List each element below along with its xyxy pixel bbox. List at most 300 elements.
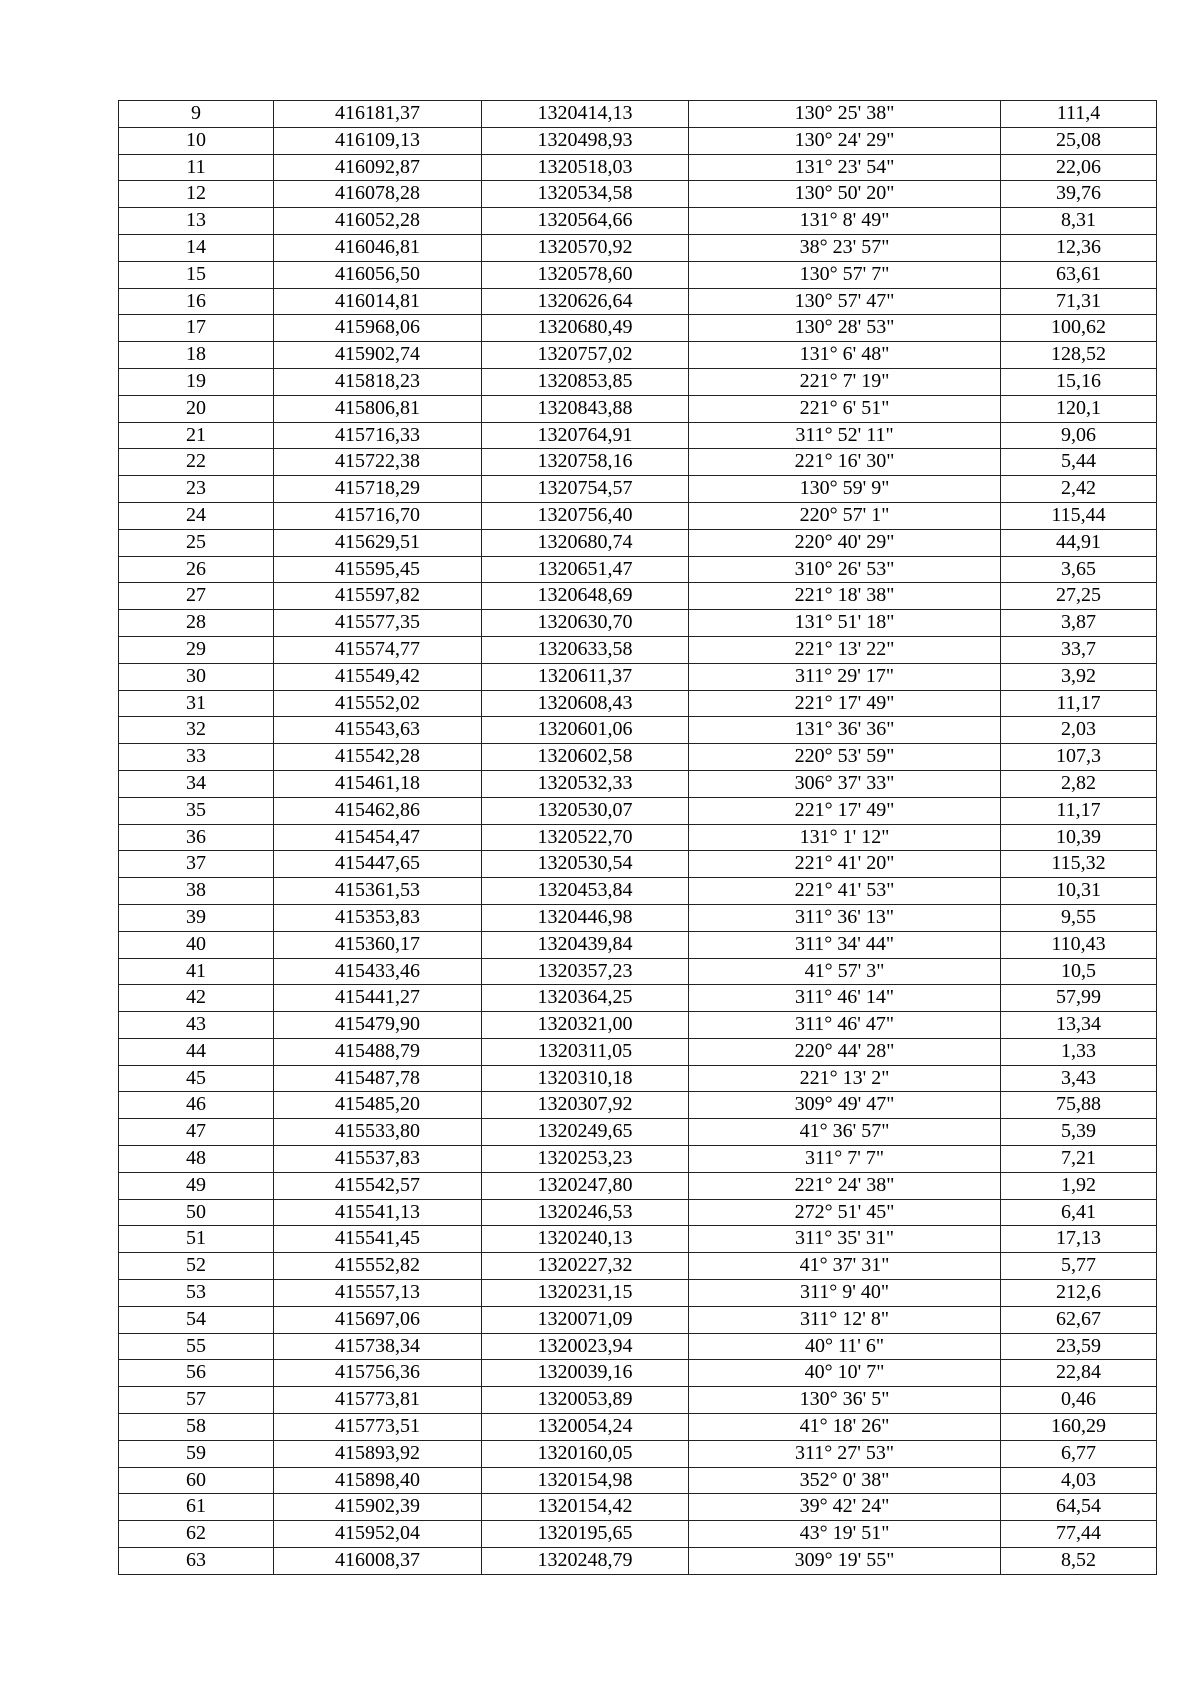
y-coordinate-cell: 1320253,23 <box>482 1146 689 1173</box>
distance-cell: 5,39 <box>1001 1119 1157 1146</box>
bearing-cell: 43° 19' 51" <box>689 1521 1001 1548</box>
bearing-cell: 221° 41' 20" <box>689 851 1001 878</box>
point-number-cell: 51 <box>119 1226 274 1253</box>
bearing-cell: 221° 7' 19" <box>689 368 1001 395</box>
x-coordinate-cell: 416078,28 <box>274 181 482 208</box>
point-number-cell: 53 <box>119 1280 274 1307</box>
table-row <box>119 476 1157 503</box>
distance-cell: 7,21 <box>1001 1146 1157 1173</box>
y-coordinate-cell: 1320633,58 <box>482 636 689 663</box>
bearing-cell: 311° 27' 53" <box>689 1440 1001 1467</box>
point-number-cell: 44 <box>119 1038 274 1065</box>
bearing-cell: 130° 25' 38" <box>689 101 1001 128</box>
table-row <box>119 824 1157 851</box>
point-number-cell: 23 <box>119 476 274 503</box>
distance-cell: 6,77 <box>1001 1440 1157 1467</box>
distance-cell: 62,67 <box>1001 1306 1157 1333</box>
point-number-cell: 18 <box>119 342 274 369</box>
bearing-cell: 311° 52' 11" <box>689 422 1001 449</box>
distance-cell: 64,54 <box>1001 1494 1157 1521</box>
distance-cell: 11,17 <box>1001 690 1157 717</box>
y-coordinate-cell: 1320630,70 <box>482 610 689 637</box>
distance-cell: 0,46 <box>1001 1387 1157 1414</box>
distance-cell: 11,17 <box>1001 797 1157 824</box>
table-row <box>119 985 1157 1012</box>
y-coordinate-cell: 1320534,58 <box>482 181 689 208</box>
point-number-cell: 54 <box>119 1306 274 1333</box>
point-number-cell: 20 <box>119 395 274 422</box>
bearing-cell: 221° 13' 22" <box>689 636 1001 663</box>
bearing-cell: 221° 41' 53" <box>689 878 1001 905</box>
table-row <box>119 610 1157 637</box>
distance-cell: 3,65 <box>1001 556 1157 583</box>
x-coordinate-cell: 415952,04 <box>274 1521 482 1548</box>
x-coordinate-cell: 416014,81 <box>274 288 482 315</box>
point-number-cell: 57 <box>119 1387 274 1414</box>
y-coordinate-cell: 1320154,98 <box>482 1467 689 1494</box>
x-coordinate-cell: 415557,13 <box>274 1280 482 1307</box>
distance-cell: 17,13 <box>1001 1226 1157 1253</box>
point-number-cell: 38 <box>119 878 274 905</box>
y-coordinate-cell: 1320498,93 <box>482 127 689 154</box>
table-row <box>119 127 1157 154</box>
y-coordinate-cell: 1320357,23 <box>482 958 689 985</box>
x-coordinate-cell: 415541,45 <box>274 1226 482 1253</box>
point-number-cell: 22 <box>119 449 274 476</box>
table-row <box>119 234 1157 261</box>
x-coordinate-cell: 415541,13 <box>274 1199 482 1226</box>
bearing-cell: 311° 12' 8" <box>689 1306 1001 1333</box>
point-number-cell: 58 <box>119 1414 274 1441</box>
distance-cell: 3,87 <box>1001 610 1157 637</box>
y-coordinate-cell: 1320195,65 <box>482 1521 689 1548</box>
bearing-cell: 221° 17' 49" <box>689 690 1001 717</box>
x-coordinate-cell: 415552,82 <box>274 1253 482 1280</box>
point-number-cell: 12 <box>119 181 274 208</box>
table-row <box>119 1199 1157 1226</box>
distance-cell: 2,03 <box>1001 717 1157 744</box>
table-row <box>119 851 1157 878</box>
point-number-cell: 21 <box>119 422 274 449</box>
table-row <box>119 1065 1157 1092</box>
y-coordinate-cell: 1320530,54 <box>482 851 689 878</box>
y-coordinate-cell: 1320611,37 <box>482 663 689 690</box>
bearing-cell: 220° 53' 59" <box>689 744 1001 771</box>
x-coordinate-cell: 415454,47 <box>274 824 482 851</box>
y-coordinate-cell: 1320246,53 <box>482 1199 689 1226</box>
distance-cell: 22,06 <box>1001 154 1157 181</box>
bearing-cell: 311° 29' 17" <box>689 663 1001 690</box>
distance-cell: 3,92 <box>1001 663 1157 690</box>
point-number-cell: 55 <box>119 1333 274 1360</box>
distance-cell: 111,4 <box>1001 101 1157 128</box>
y-coordinate-cell: 1320522,70 <box>482 824 689 851</box>
x-coordinate-cell: 415818,23 <box>274 368 482 395</box>
x-coordinate-cell: 415595,45 <box>274 556 482 583</box>
bearing-cell: 311° 46' 47" <box>689 1012 1001 1039</box>
x-coordinate-cell: 415488,79 <box>274 1038 482 1065</box>
y-coordinate-cell: 1320764,91 <box>482 422 689 449</box>
table-row <box>119 1038 1157 1065</box>
x-coordinate-cell: 415441,27 <box>274 985 482 1012</box>
y-coordinate-cell: 1320310,18 <box>482 1065 689 1092</box>
bearing-cell: 311° 34' 44" <box>689 931 1001 958</box>
y-coordinate-cell: 1320414,13 <box>482 101 689 128</box>
x-coordinate-cell: 415738,34 <box>274 1333 482 1360</box>
x-coordinate-cell: 415902,39 <box>274 1494 482 1521</box>
bearing-cell: 221° 16' 30" <box>689 449 1001 476</box>
point-number-cell: 28 <box>119 610 274 637</box>
bearing-cell: 131° 23' 54" <box>689 154 1001 181</box>
y-coordinate-cell: 1320453,84 <box>482 878 689 905</box>
y-coordinate-cell: 1320053,89 <box>482 1387 689 1414</box>
x-coordinate-cell: 415552,02 <box>274 690 482 717</box>
distance-cell: 10,39 <box>1001 824 1157 851</box>
distance-cell: 12,36 <box>1001 234 1157 261</box>
y-coordinate-cell: 1320530,07 <box>482 797 689 824</box>
bearing-cell: 131° 1' 12" <box>689 824 1001 851</box>
bearing-cell: 311° 35' 31" <box>689 1226 1001 1253</box>
y-coordinate-cell: 1320648,69 <box>482 583 689 610</box>
y-coordinate-cell: 1320248,79 <box>482 1548 689 1575</box>
point-number-cell: 60 <box>119 1467 274 1494</box>
point-number-cell: 47 <box>119 1119 274 1146</box>
distance-cell: 1,92 <box>1001 1172 1157 1199</box>
bearing-cell: 221° 6' 51" <box>689 395 1001 422</box>
y-coordinate-cell: 1320570,92 <box>482 234 689 261</box>
x-coordinate-cell: 415361,53 <box>274 878 482 905</box>
x-coordinate-cell: 415756,36 <box>274 1360 482 1387</box>
distance-cell: 75,88 <box>1001 1092 1157 1119</box>
distance-cell: 160,29 <box>1001 1414 1157 1441</box>
distance-cell: 5,77 <box>1001 1253 1157 1280</box>
point-number-cell: 19 <box>119 368 274 395</box>
point-number-cell: 25 <box>119 529 274 556</box>
point-number-cell: 24 <box>119 502 274 529</box>
distance-cell: 71,31 <box>1001 288 1157 315</box>
distance-cell: 22,84 <box>1001 1360 1157 1387</box>
bearing-cell: 130° 59' 9" <box>689 476 1001 503</box>
table-body <box>119 101 1157 1575</box>
table-row <box>119 1467 1157 1494</box>
x-coordinate-cell: 416092,87 <box>274 154 482 181</box>
point-number-cell: 35 <box>119 797 274 824</box>
x-coordinate-cell: 415542,57 <box>274 1172 482 1199</box>
distance-cell: 13,34 <box>1001 1012 1157 1039</box>
point-number-cell: 26 <box>119 556 274 583</box>
distance-cell: 8,52 <box>1001 1548 1157 1575</box>
bearing-cell: 131° 6' 48" <box>689 342 1001 369</box>
y-coordinate-cell: 1320518,03 <box>482 154 689 181</box>
point-number-cell: 43 <box>119 1012 274 1039</box>
table-row <box>119 449 1157 476</box>
bearing-cell: 309° 19' 55" <box>689 1548 1001 1575</box>
point-number-cell: 42 <box>119 985 274 1012</box>
distance-cell: 25,08 <box>1001 127 1157 154</box>
distance-cell: 115,44 <box>1001 502 1157 529</box>
x-coordinate-cell: 415893,92 <box>274 1440 482 1467</box>
point-number-cell: 27 <box>119 583 274 610</box>
table-row <box>119 744 1157 771</box>
point-number-cell: 11 <box>119 154 274 181</box>
bearing-cell: 41° 36' 57" <box>689 1119 1001 1146</box>
table-row <box>119 1226 1157 1253</box>
x-coordinate-cell: 416056,50 <box>274 261 482 288</box>
y-coordinate-cell: 1320564,66 <box>482 208 689 235</box>
table-row <box>119 797 1157 824</box>
distance-cell: 9,55 <box>1001 904 1157 931</box>
y-coordinate-cell: 1320231,15 <box>482 1280 689 1307</box>
x-coordinate-cell: 415773,51 <box>274 1414 482 1441</box>
distance-cell: 2,82 <box>1001 770 1157 797</box>
point-number-cell: 30 <box>119 663 274 690</box>
y-coordinate-cell: 1320853,85 <box>482 368 689 395</box>
table-row <box>119 690 1157 717</box>
y-coordinate-cell: 1320247,80 <box>482 1172 689 1199</box>
y-coordinate-cell: 1320601,06 <box>482 717 689 744</box>
point-number-cell: 48 <box>119 1146 274 1173</box>
x-coordinate-cell: 415360,17 <box>274 931 482 958</box>
x-coordinate-cell: 415697,06 <box>274 1306 482 1333</box>
distance-cell: 23,59 <box>1001 1333 1157 1360</box>
y-coordinate-cell: 1320227,32 <box>482 1253 689 1280</box>
point-number-cell: 29 <box>119 636 274 663</box>
table-row <box>119 1521 1157 1548</box>
point-number-cell: 50 <box>119 1199 274 1226</box>
bearing-cell: 310° 26' 53" <box>689 556 1001 583</box>
y-coordinate-cell: 1320311,05 <box>482 1038 689 1065</box>
table-row <box>119 1440 1157 1467</box>
distance-cell: 63,61 <box>1001 261 1157 288</box>
y-coordinate-cell: 1320754,57 <box>482 476 689 503</box>
point-number-cell: 10 <box>119 127 274 154</box>
y-coordinate-cell: 1320532,33 <box>482 770 689 797</box>
x-coordinate-cell: 415537,83 <box>274 1146 482 1173</box>
table-row <box>119 878 1157 905</box>
bearing-cell: 220° 44' 28" <box>689 1038 1001 1065</box>
bearing-cell: 220° 40' 29" <box>689 529 1001 556</box>
x-coordinate-cell: 415716,33 <box>274 422 482 449</box>
point-number-cell: 59 <box>119 1440 274 1467</box>
point-number-cell: 46 <box>119 1092 274 1119</box>
table-row <box>119 181 1157 208</box>
table-row <box>119 583 1157 610</box>
x-coordinate-cell: 415574,77 <box>274 636 482 663</box>
point-number-cell: 52 <box>119 1253 274 1280</box>
bearing-cell: 41° 37' 31" <box>689 1253 1001 1280</box>
point-number-cell: 33 <box>119 744 274 771</box>
x-coordinate-cell: 415549,42 <box>274 663 482 690</box>
distance-cell: 27,25 <box>1001 583 1157 610</box>
y-coordinate-cell: 1320626,64 <box>482 288 689 315</box>
table-row <box>119 1306 1157 1333</box>
distance-cell: 1,33 <box>1001 1038 1157 1065</box>
y-coordinate-cell: 1320756,40 <box>482 502 689 529</box>
x-coordinate-cell: 415629,51 <box>274 529 482 556</box>
bearing-cell: 130° 24' 29" <box>689 127 1001 154</box>
table-row <box>119 1387 1157 1414</box>
bearing-cell: 40° 10' 7" <box>689 1360 1001 1387</box>
bearing-cell: 311° 9' 40" <box>689 1280 1001 1307</box>
distance-cell: 110,43 <box>1001 931 1157 958</box>
x-coordinate-cell: 415718,29 <box>274 476 482 503</box>
point-number-cell: 16 <box>119 288 274 315</box>
table-row <box>119 154 1157 181</box>
bearing-cell: 41° 18' 26" <box>689 1414 1001 1441</box>
distance-cell: 107,3 <box>1001 744 1157 771</box>
distance-cell: 15,16 <box>1001 368 1157 395</box>
bearing-cell: 272° 51' 45" <box>689 1199 1001 1226</box>
bearing-cell: 41° 57' 3" <box>689 958 1001 985</box>
table-row <box>119 368 1157 395</box>
x-coordinate-cell: 416181,37 <box>274 101 482 128</box>
y-coordinate-cell: 1320843,88 <box>482 395 689 422</box>
distance-cell: 8,31 <box>1001 208 1157 235</box>
distance-cell: 4,03 <box>1001 1467 1157 1494</box>
y-coordinate-cell: 1320758,16 <box>482 449 689 476</box>
x-coordinate-cell: 415773,81 <box>274 1387 482 1414</box>
distance-cell: 39,76 <box>1001 181 1157 208</box>
distance-cell: 6,41 <box>1001 1199 1157 1226</box>
x-coordinate-cell: 415597,82 <box>274 583 482 610</box>
table-row <box>119 1253 1157 1280</box>
table-row <box>119 717 1157 744</box>
bearing-cell: 306° 37' 33" <box>689 770 1001 797</box>
distance-cell: 57,99 <box>1001 985 1157 1012</box>
x-coordinate-cell: 415968,06 <box>274 315 482 342</box>
y-coordinate-cell: 1320578,60 <box>482 261 689 288</box>
point-number-cell: 17 <box>119 315 274 342</box>
x-coordinate-cell: 416046,81 <box>274 234 482 261</box>
y-coordinate-cell: 1320680,49 <box>482 315 689 342</box>
point-number-cell: 63 <box>119 1548 274 1575</box>
point-number-cell: 56 <box>119 1360 274 1387</box>
bearing-cell: 130° 50' 20" <box>689 181 1001 208</box>
x-coordinate-cell: 416109,13 <box>274 127 482 154</box>
y-coordinate-cell: 1320602,58 <box>482 744 689 771</box>
distance-cell: 10,31 <box>1001 878 1157 905</box>
y-coordinate-cell: 1320757,02 <box>482 342 689 369</box>
point-number-cell: 36 <box>119 824 274 851</box>
x-coordinate-cell: 415533,80 <box>274 1119 482 1146</box>
x-coordinate-cell: 415577,35 <box>274 610 482 637</box>
x-coordinate-cell: 415543,63 <box>274 717 482 744</box>
point-number-cell: 15 <box>119 261 274 288</box>
point-number-cell: 61 <box>119 1494 274 1521</box>
y-coordinate-cell: 1320680,74 <box>482 529 689 556</box>
x-coordinate-cell: 415462,86 <box>274 797 482 824</box>
table-row <box>119 342 1157 369</box>
distance-cell: 33,7 <box>1001 636 1157 663</box>
bearing-cell: 352° 0' 38" <box>689 1467 1001 1494</box>
x-coordinate-cell: 415487,78 <box>274 1065 482 1092</box>
table-row <box>119 288 1157 315</box>
y-coordinate-cell: 1320307,92 <box>482 1092 689 1119</box>
x-coordinate-cell: 415898,40 <box>274 1467 482 1494</box>
bearing-cell: 221° 18' 38" <box>689 583 1001 610</box>
distance-cell: 128,52 <box>1001 342 1157 369</box>
y-coordinate-cell: 1320446,98 <box>482 904 689 931</box>
table-row <box>119 1333 1157 1360</box>
table-row <box>119 770 1157 797</box>
bearing-cell: 221° 13' 2" <box>689 1065 1001 1092</box>
table-row <box>119 529 1157 556</box>
table-row <box>119 931 1157 958</box>
point-number-cell: 34 <box>119 770 274 797</box>
table-row <box>119 1012 1157 1039</box>
y-coordinate-cell: 1320608,43 <box>482 690 689 717</box>
point-number-cell: 13 <box>119 208 274 235</box>
distance-cell: 120,1 <box>1001 395 1157 422</box>
x-coordinate-cell: 415433,46 <box>274 958 482 985</box>
x-coordinate-cell: 415722,38 <box>274 449 482 476</box>
distance-cell: 212,6 <box>1001 1280 1157 1307</box>
point-number-cell: 31 <box>119 690 274 717</box>
point-number-cell: 39 <box>119 904 274 931</box>
point-number-cell: 14 <box>119 234 274 261</box>
y-coordinate-cell: 1320321,00 <box>482 1012 689 1039</box>
table-row <box>119 1172 1157 1199</box>
bearing-cell: 130° 57' 47" <box>689 288 1001 315</box>
point-number-cell: 9 <box>119 101 274 128</box>
y-coordinate-cell: 1320071,09 <box>482 1306 689 1333</box>
y-coordinate-cell: 1320364,25 <box>482 985 689 1012</box>
distance-cell: 9,06 <box>1001 422 1157 449</box>
bearing-cell: 221° 17' 49" <box>689 797 1001 824</box>
x-coordinate-cell: 415461,18 <box>274 770 482 797</box>
bearing-cell: 39° 42' 24" <box>689 1494 1001 1521</box>
y-coordinate-cell: 1320240,13 <box>482 1226 689 1253</box>
point-number-cell: 41 <box>119 958 274 985</box>
y-coordinate-cell: 1320023,94 <box>482 1333 689 1360</box>
y-coordinate-cell: 1320039,16 <box>482 1360 689 1387</box>
bearing-cell: 130° 36' 5" <box>689 1387 1001 1414</box>
y-coordinate-cell: 1320154,42 <box>482 1494 689 1521</box>
bearing-cell: 130° 57' 7" <box>689 261 1001 288</box>
distance-cell: 5,44 <box>1001 449 1157 476</box>
table-row <box>119 208 1157 235</box>
table-row <box>119 958 1157 985</box>
table-row <box>119 556 1157 583</box>
y-coordinate-cell: 1320249,65 <box>482 1119 689 1146</box>
x-coordinate-cell: 415542,28 <box>274 744 482 771</box>
distance-cell: 77,44 <box>1001 1521 1157 1548</box>
bearing-cell: 309° 49' 47" <box>689 1092 1001 1119</box>
x-coordinate-cell: 415902,74 <box>274 342 482 369</box>
distance-cell: 100,62 <box>1001 315 1157 342</box>
point-number-cell: 49 <box>119 1172 274 1199</box>
table-row <box>119 1360 1157 1387</box>
x-coordinate-cell: 416052,28 <box>274 208 482 235</box>
bearing-cell: 130° 28' 53" <box>689 315 1001 342</box>
point-number-cell: 37 <box>119 851 274 878</box>
x-coordinate-cell: 415479,90 <box>274 1012 482 1039</box>
bearing-cell: 311° 46' 14" <box>689 985 1001 1012</box>
x-coordinate-cell: 416008,37 <box>274 1548 482 1575</box>
point-number-cell: 40 <box>119 931 274 958</box>
point-number-cell: 45 <box>119 1065 274 1092</box>
distance-cell: 3,43 <box>1001 1065 1157 1092</box>
table-row <box>119 1414 1157 1441</box>
table-row <box>119 422 1157 449</box>
y-coordinate-cell: 1320160,05 <box>482 1440 689 1467</box>
distance-cell: 44,91 <box>1001 529 1157 556</box>
x-coordinate-cell: 415806,81 <box>274 395 482 422</box>
y-coordinate-cell: 1320651,47 <box>482 556 689 583</box>
table-row <box>119 395 1157 422</box>
bearing-cell: 131° 36' 36" <box>689 717 1001 744</box>
distance-cell: 10,5 <box>1001 958 1157 985</box>
